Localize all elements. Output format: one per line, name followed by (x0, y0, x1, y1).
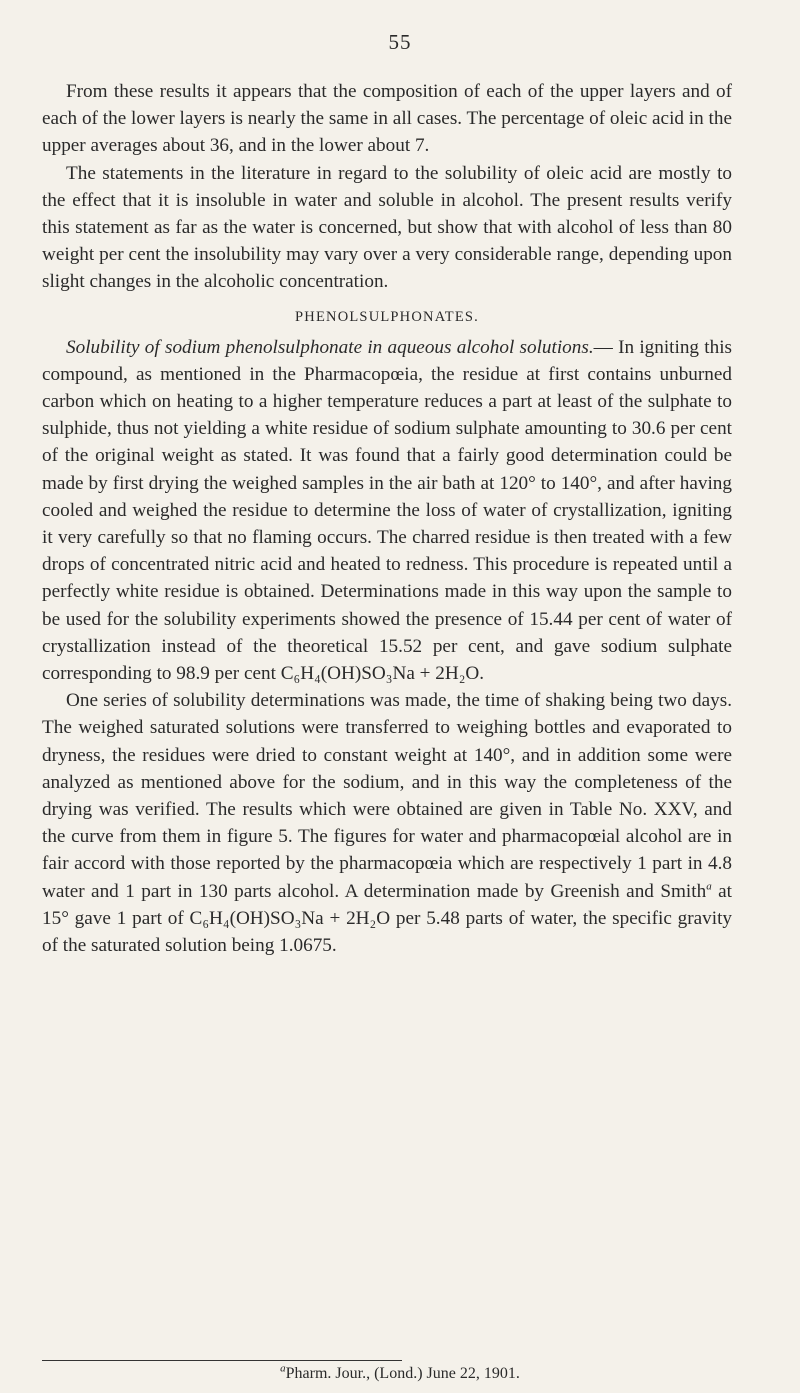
page-number: 55 (388, 30, 412, 54)
footnote (0, 1362, 800, 1383)
footnote-marker: a (280, 1362, 286, 1375)
paragraph-4-text-a: One series of solubility determinations was made, the time of shaking being two days. The weighed saturated solutions were transferred to weighing bottles and evaporated to dryness, the residues were dried to constant weight at 140°, and in addition some were analyzed as mentioned above for the sodium, and in this way the completeness of the drying was verified. The results which were obtained are given in Table No. XXV, and the curve from them in figure 5. The figures for water and pharmacopœial alcohol are in fair accord with those reported by the pharmacopœia which are respectively 1 part in 4.8 water and 1 part in 130 parts alcohol. A determination made by Greenish and Smith (42, 690, 732, 902)
formula: C₆H₄(OH)SO₃Na + 2H₂O (189, 907, 391, 929)
paragraph-3-text: — In igniting this compound, as mentioned in the Pharmacopœia, the residue at first contains unburned carbon which on heating to a higher temperature reduces a part at least of the sulphate to sulphide, thus not yielding a white residue of sodium sulphate amounting to 30.6 per cent of the original weight as stated. It was found that a fairly good determination could be made by first drying the weighed samples in the air bath at 120° to 140°, and after having cooled and weighed the residue to determine the loss of water of crystallization, igniting it very carefully so that no flaming occurs. The charred residue is then treated with a few drops of concentrated nitric acid and heated to redness. This procedure is repeated until a perfectly white residue is obtained. Determinations made in this way upon the sample to be used for the solubility experiments showed the presence of 15.44 per cent of water of crystallization instead of the theoretical 15.52 per cent, and gave sodium sulphate corresponding to 98.9 per cent (42, 336, 732, 685)
footnote-rule (42, 1360, 402, 1361)
section-heading: PHENOLSULPHONATES. (295, 308, 479, 325)
footnote-text: Pharm. Jour., (Lond.) June 22, 1901. (285, 1365, 520, 1382)
paragraph-4 (42, 687, 732, 959)
paragraph-4-text-c: per 5.48 parts of water, the specific gravity of the saturated solution being 1.0675. (42, 907, 732, 957)
formula: C₆H₄(OH)SO₃Na + 2H₂O. (280, 663, 485, 685)
paragraph-3 (42, 334, 732, 688)
paragraph-1: From these results it appears that the composition of each of the upper layers and of each of the lower layers is nearly the same in all cases. The percentage of oleic acid in the upper averages about 36, and in the lower about 7. (42, 81, 732, 157)
body-text (42, 78, 732, 959)
paragraph-3-lead: Solubility of sodium phenolsulphonate in aqueous alcohol solutions. (66, 336, 594, 358)
paragraph-2: The statements in the literature in regard to the solubility of oleic acid are mostly to the effect that it is insoluble in water and soluble in alcohol. The present results verify this statement as far as the water is concerned, but show that with alcohol of less than 80 weight per cent the insolubility may vary over a very considerable range, depending upon slight changes in the alcoholic concentration. (42, 162, 732, 293)
footnote-ref: a (706, 880, 712, 893)
paragraph-4-text-b: at 15° gave 1 part of (42, 880, 732, 929)
